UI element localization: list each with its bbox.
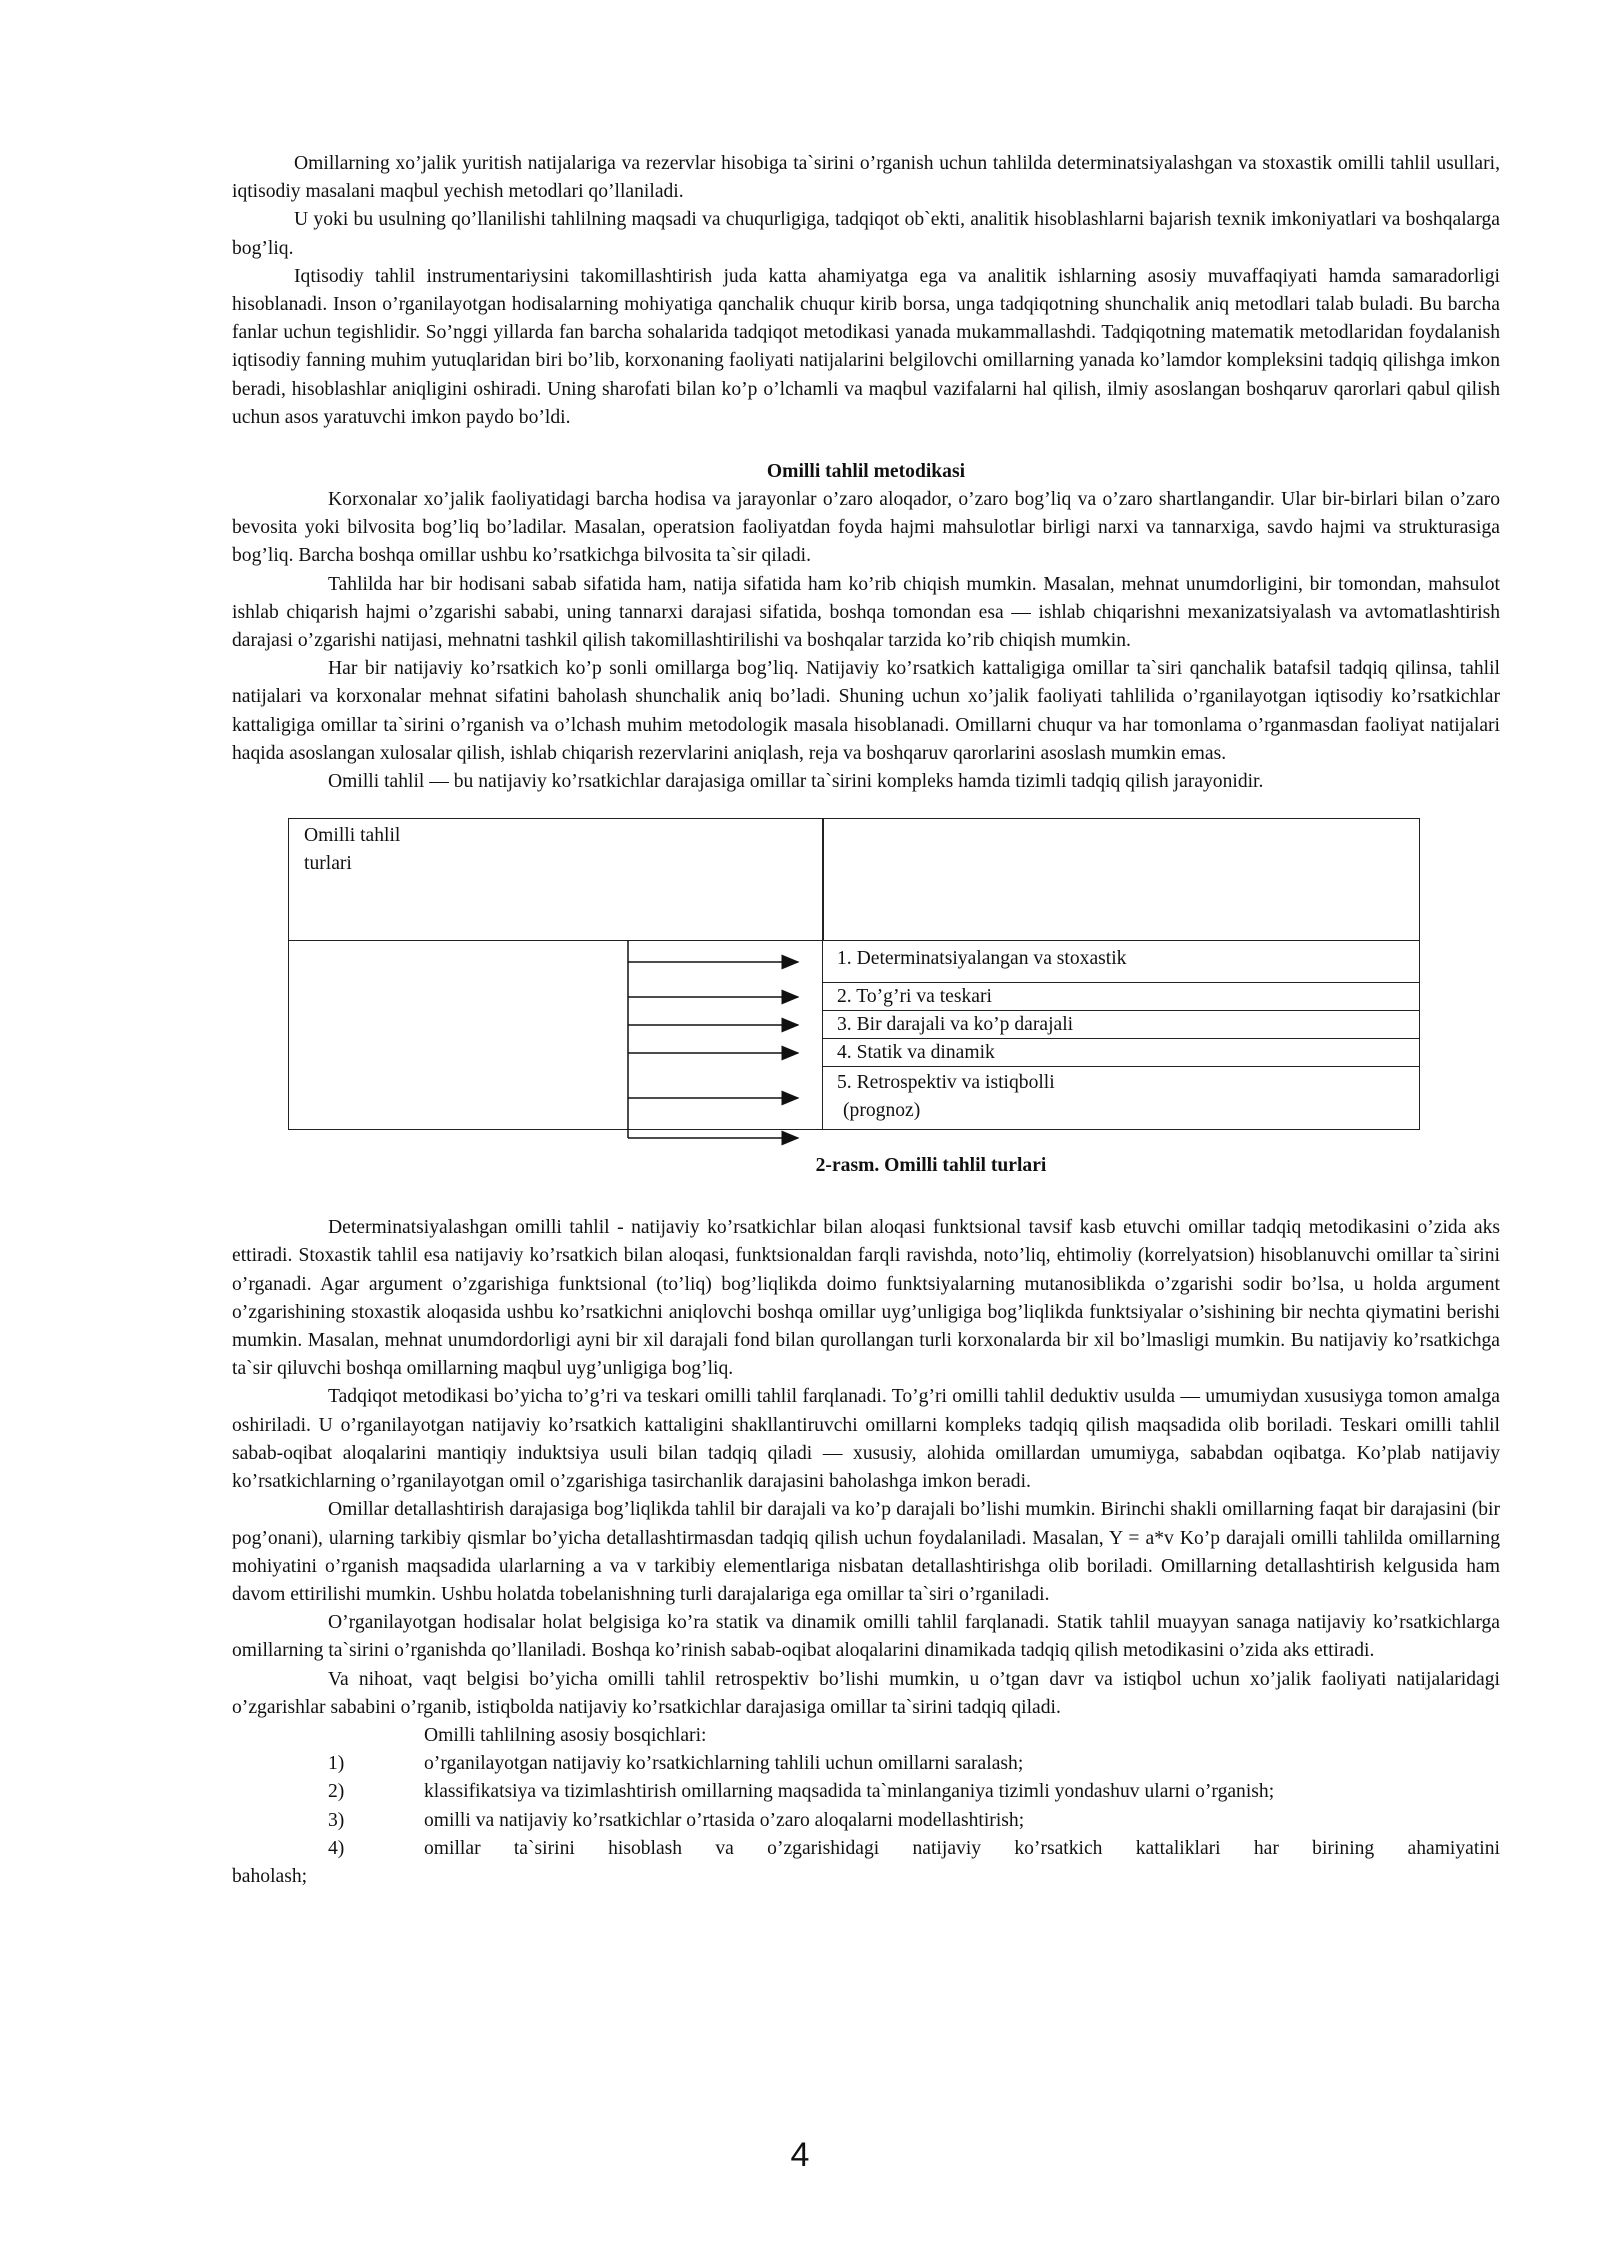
figure-item-5-line1: 5. Retrospektiv va istiqbolli bbox=[837, 1072, 1055, 1094]
list-item bbox=[232, 1750, 1500, 1778]
step-number-4: 4) bbox=[328, 1837, 345, 1859]
intro-paragraph-3: Iqtisodiy tahlil instrumentariysini takomillashtirish juda katta ahamiyatga ega va analitik ishlarning asosiy muvaffaqiyati hamda samaradorligi hisoblanadi. Inson o’rganilayotgan hodisalarning mohiyatiga qanchalik chuqur kirib borsa, unga tadqiqotning shunchalik aniq metodlari talab buladi. Bu barcha fanlar uchun tegishlidir. So’nggi yillarda fan barcha sohalarida tadqiqot metodikasi yanada mukammallashdi. Tadqiqotning matematik metodlaridan foydalanish iqtisodiy fanning muhim yutuqlaridan biri bo’lib, korxonaning faoliyati natijalarini belgilovchi omillarning yanada ko’lamdor kompleksini tadqiq qilishga imkon beradi, hisoblashlar aniqligini oshiradi. Uning sharofati bilan ko’p o’lchamli va maqbul vazifalarni hal qilish, ilmiy asoslangan boshqaruv qarorlari qabul qilish uchun asos yaratuvchi imkon paydo bo’ldi. bbox=[232, 265, 1500, 428]
step-text-1: o’rganilayotgan natijaviy ko’rsatkichlarning tahlili uchun omillarni saralash; bbox=[424, 1753, 1024, 1775]
figure-item-5-line2: (prognoz) bbox=[843, 1100, 921, 1122]
document-page bbox=[232, 150, 1500, 1891]
intro-paragraph-2: U yoki bu usulning qo’llanilishi tahlilning maqsadi va chuqurligiga, tadqiqot ob`ekti, analitik hisoblashlarni bajarish texnik imkoniyatlari va boshqalarga bog’liq. bbox=[232, 209, 1500, 259]
section-paragraph-3: Har bir natijaviy ko’rsatkich ko’p sonli omillarga bog’liq. Natijaviy ko’rsatkich kattaligiga omillar ta`siri qanchalik batafsil tadqiq qilinsa, tahlil natijalari va korxonalar mehnat sifatini baholash shunchalik aniq bo’ladi. Shuning uchun xo’jalik faoliyati tahlilida o’rganilayotgan iqtisodiy ko’rsatkichlar kattaligiga omillar ta`sirini o’rganish va o’lchash muhim metodologik masala hisoblanadi. Omillarni chuqur va har tomonlama o’rganmasdan faoliyat natijalari haqida asoslangan xulosalar qilish, ishlab chiqarish rezervlarini aniqlash, reja va boshqaruv qarorlarini asoslash mumkin emas. bbox=[232, 658, 1500, 764]
body-paragraph-1: Determinatsiyalashgan omilli tahlil - natijaviy ko’rsatkichlar bilan aloqasi funktsional tavsif kasb etuvchi omillar tadqiq metodikasini o’zida aks ettiradi. Stoxastik tahlil esa natijaviy ko’rsatkich bilan aloqasi, funktsionaldan farqli ravishda, noto’liq, ehtimoliy (korrelyatsion) hisoblanuvchi omillar ta`sirini o’rganadi. Agar argument o’zgarishiga funktsional (to’liq) bog’liqlikda doimo funktsiyalarning mutanosiblikda o’zgarishi sodir bo’lsa, u holda argument o’zgarishining stoxastik aloqasida ushbu ko’rsatkichni aniqlovchi boshqa omillar uyg’unligiga bog’liqlikda funktsiyalar o’sishining bir nechta qiymatini berishi mumkin. Masalan, mehnat unumdordorligi ayni bir xil darajali fond bilan qurollangan turli korxonalarda bir xil bo’lmasligi mumkin. Bu natijaviy ko’rsatkichga ta`sir qiluvchi boshqa omillarning maqbul uyg’unligiga bog’liq. bbox=[232, 1217, 1500, 1380]
section-paragraph-4: Omilli tahlil — bu natijaviy ko’rsatkichlar darajasiga omillar ta`sirini kompleks hamda tizimli tadqiq qilish jarayonidir. bbox=[328, 771, 1264, 793]
list-item bbox=[232, 1835, 1500, 1863]
step-number-2: 2) bbox=[328, 1781, 345, 1803]
body-paragraph-2: Tadqiqot metodikasi bo’yicha to’g’ri va teskari omilli tahlil farqlanadi. To’g’ri omilli tahlil deduktiv usulda — umumiydan xususiyga tomon amalga oshiriladi. U o’rganilayotgan natijaviy ko’rsatkich kattaligini shakllantiruvchi omillarni kompleks tadqiq qilish maqsadida olib boriladi. Teskari omilli tahlil sabab-oqibat aloqalarini mantiqiy induktsiya usuli bilan tadqiq qiladi — xususiy, alohida omillardan umumiyga, sababdan oqibatga. Ko’plab natijaviy ko’rsatkichlarning o’rganilayotgan omil o’zgarishiga tasirchanlik darajasini baholashga imkon beradi. bbox=[232, 1386, 1500, 1493]
factor-analysis-types-figure bbox=[232, 806, 1500, 1214]
list-item bbox=[232, 1807, 1500, 1835]
figure-arrows bbox=[232, 806, 1500, 1206]
body-paragraph-4: O’rganilayotgan hodisalar holat belgisiga ko’ra statik va dinamik omilli tahlil farqlanadi. Statik tahlil muayyan sanaga natijaviy ko’rsatkichlarga omillarning ta`sirini o’rganishda qo’llaniladi. Boshqa ko’rinish sabab-oqibat aloqalarini dinamikada tadqiq qilish metodikasini o’zida aks ettiradi. bbox=[232, 1612, 1500, 1662]
figure-caption: 2-rasm. Omilli tahlil turlari bbox=[815, 1155, 1047, 1177]
section-heading: Omilli tahlil metodikasi bbox=[766, 461, 966, 483]
figure-item-3: 3. Bir darajali va ko’p darajali bbox=[822, 1010, 1420, 1040]
figure-item-4: 4. Statik va dinamik bbox=[822, 1038, 1420, 1068]
figure-box-title-line2: turlari bbox=[304, 853, 352, 875]
page-number: 4 bbox=[790, 2136, 810, 2174]
step-text-4: omillar ta`sirini hisoblash va o’zgarishidagi natijaviy ko’rsatkich kattaliklari har birining ahamiyatini bbox=[424, 1837, 1500, 1859]
body-paragraph-5: Va nihoat, vaqt belgisi bo’yicha omilli tahlil retrospektiv bo’lishi mumkin, u o’tgan davr va istiqbol uchun xo’jalik faoliyati natijalaridagi o’zgarishlar sababini o’rganib, istiqbolda natijaviy ko’rsatkichlar darajasiga omillar ta`sirini tadqiq qiladi. bbox=[232, 1668, 1500, 1718]
section-paragraph-2: Tahlilda har bir hodisani sabab sifatida ham, natija sifatida ham ko’rib chiqish mumkin. Masalan, mehnat unumdorligini, bir tomondan, mahsulot ishlab chiqarish hajmi o’zgarishi sababi, uning tannarxi darajasi sifatida, boshqa tomondan esa — ishlab chiqarishni mexanizatsiyalash va avtomatlashtirish darajasi o’zgarishi natijasi, mehnatni tashkil qilish takomillashtirilishi va boshqalar tarzida ko’rib chiqish mumkin. bbox=[232, 573, 1500, 652]
figure-box-title-line1: Omilli tahlil bbox=[304, 825, 401, 847]
intro-paragraph-1: Omillarning xo’jalik yuritish natijalariga va rezervlar hisobiga ta`sirini o’rganish uchun tahlilda determinatsiyalashgan va stoxastik omilli tahlil usullari, iqtisodiy masalani maqbul yechish metodlari qo’llaniladi. bbox=[232, 153, 1500, 203]
body-paragraph-3: Omillar detallashtirish darajasiga bog’liqlikda tahlil bir darajali va ko’p darajali bo’lishi mumkin. Birinchi shakli omillarning faqat bir darajasini (bir pog’onani), ularning tarkibiy qismlar bo’yicha detallashtirmasdan tadqiq qilish uchun foydalaniladi. Masalan, Y = a*v Ko’p darajali omilli tahlilda omillarning mohiyatini o’rganish maqsadida ularlarning a va v tarkibiy elementlariga nisbatan detallashtirishga olib boriladi. Omillarning detallashtirish kelgusida ham davom ettirilishi mumkin. Ushbu holatda tobelanishning turli darajalariga ega omillar ta`siri o’rganiladi. bbox=[232, 1499, 1500, 1605]
step-text-4-continuation: baholash; bbox=[232, 1865, 308, 1887]
list-item bbox=[232, 1778, 1500, 1806]
step-text-2: klassifikatsiya va tizimlashtirish omillarning maqsadida ta`minlanganiya tizimli yondashuv ularni o’rganish; bbox=[424, 1781, 1275, 1803]
figure-item-2: 2. To’g’ri va teskari bbox=[822, 982, 1420, 1012]
step-number-3: 3) bbox=[328, 1809, 345, 1831]
step-number-1: 1) bbox=[328, 1753, 345, 1775]
step-text-3: omilli va natijaviy ko’rsatkichlar o’rtasida o’zaro aloqalarni modellashtirish; bbox=[424, 1809, 1025, 1831]
steps-intro: Omilli tahlilning asosiy bosqichlari: bbox=[424, 1724, 707, 1746]
figure-item-1: 1. Determinatsiyalangan va stoxastik bbox=[822, 940, 1420, 984]
section-paragraph-1: Korxonalar xo’jalik faoliyatidagi barcha hodisa va jarayonlar o’zaro aloqador, o’zaro bog’liq va o’zaro shartlangandir. Ular bir-birlari bilan o’zaro bevosita yoki bilvosita bog’liq bo’ladilar. Masalan, operatsion faoliyatdan foyda hajmi mahsulotlar birligi narxi va tannarxiga, savdo hajmi va strukturasiga bog’liq. Barcha boshqa omillar ushbu ko’rsatkichga bilvosita ta`sir qiladi. bbox=[232, 489, 1500, 567]
